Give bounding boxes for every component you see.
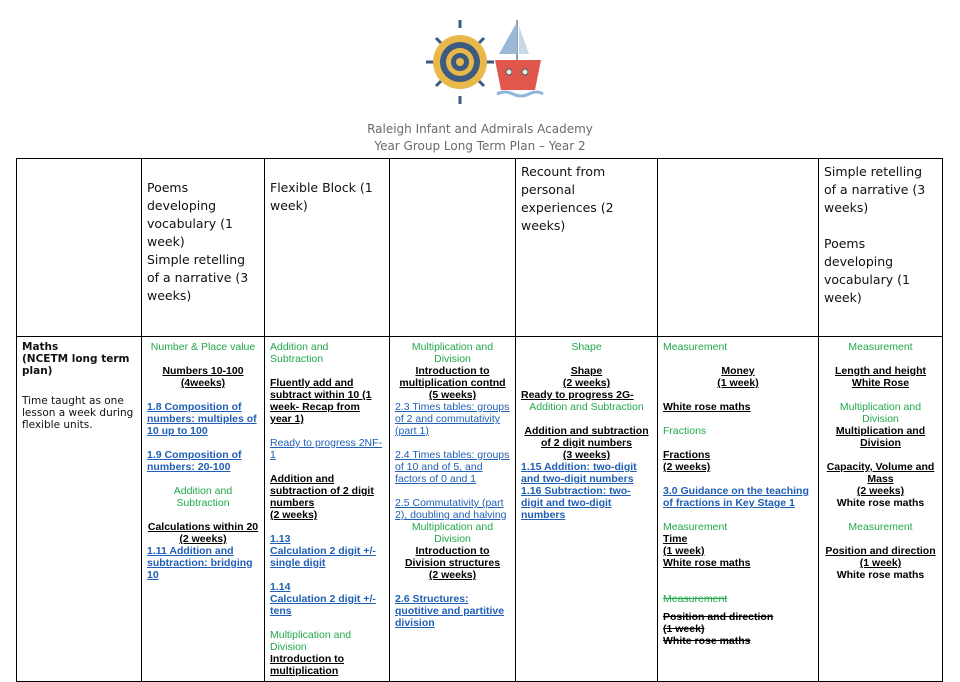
resource-link[interactable]: 2.5 Commutativity (part 2), doubling and halving bbox=[395, 497, 507, 521]
sailboat-icon bbox=[495, 20, 543, 96]
literacy-cell-2 bbox=[142, 159, 265, 337]
unit-duration: (2 weeks) bbox=[856, 485, 905, 497]
unit-title: Introduction to Division structures bbox=[404, 545, 501, 569]
literacy-label-cell bbox=[17, 159, 142, 337]
struck-source: White rose maths bbox=[663, 635, 751, 647]
resource-link[interactable]: 2.4 Times tables: groups of 10 and of 5, and factors of 0 and 1 bbox=[395, 449, 510, 485]
literacy-cell-3 bbox=[265, 159, 390, 337]
struck-duration: (1 week) bbox=[663, 623, 705, 635]
topic-heading: Multiplication and Division bbox=[411, 341, 494, 365]
topic-heading: Measurement bbox=[663, 341, 728, 353]
topic-heading: Addition and Subtraction bbox=[529, 401, 644, 413]
maths-title: Maths bbox=[22, 341, 59, 353]
school-logo bbox=[425, 16, 545, 106]
literacy-cell-4 bbox=[390, 159, 516, 337]
struck-unit: Position and direction bbox=[663, 611, 774, 623]
unit-title: Numbers 10-100 bbox=[162, 365, 244, 377]
topic-heading: Addition and Subtraction bbox=[173, 485, 233, 509]
topic-heading: Fractions bbox=[663, 425, 707, 437]
unit-title: Addition and subtraction of 2 digit numbers bbox=[270, 473, 374, 509]
topic-heading: Shape bbox=[571, 341, 602, 353]
maths-cell-4 bbox=[390, 337, 516, 682]
maths-subtitle: (NCETM long term plan) bbox=[22, 353, 130, 377]
unit-title: Addition and subtraction of 2 digit numbers bbox=[524, 425, 649, 449]
topic-heading: Measurement bbox=[663, 521, 728, 533]
unit-text: Simple retelling of a narrative (3 weeks) bbox=[824, 164, 926, 215]
unit-text: Recount from personal experiences (2 weeks) bbox=[521, 164, 614, 233]
unit-duration: (1 week) bbox=[717, 377, 759, 389]
unit-title: Shape bbox=[570, 365, 603, 377]
unit-text: Poems developing vocabulary (1 week) bbox=[147, 180, 233, 249]
resource-link[interactable]: 1.16 Subtraction: two-digit and two-digit numbers bbox=[521, 485, 631, 521]
unit-source: White Rose bbox=[851, 377, 910, 389]
unit-source: White rose maths bbox=[663, 557, 751, 569]
resource-link[interactable]: 1.11 Addition and subtraction: bridging 10 bbox=[147, 545, 253, 581]
literacy-cell-5 bbox=[516, 159, 658, 337]
unit-source: White rose maths bbox=[836, 569, 925, 581]
long-term-plan-table bbox=[16, 158, 943, 682]
unit-duration: (1 week) bbox=[859, 557, 902, 569]
topic-heading: Multiplication and Division bbox=[270, 629, 352, 653]
unit-title: Position and direction bbox=[825, 545, 936, 557]
resource-link[interactable]: 2.3 Times tables: groups of 2 and commutativity (part 1) bbox=[395, 401, 510, 437]
school-name: Raleigh Infant and Admirals Academy bbox=[367, 122, 593, 136]
maths-note: Time taught as one lesson a week during flexible units. bbox=[22, 395, 134, 431]
topic-heading: Multiplication and Division bbox=[839, 401, 922, 425]
unit-title: White rose maths bbox=[663, 401, 751, 413]
topic-heading: Measurement bbox=[848, 341, 913, 353]
maths-row bbox=[17, 337, 943, 682]
resource-link[interactable]: 1.9 Composition of numbers: 20-100 bbox=[147, 449, 242, 473]
unit-text: Simple retelling of a narrative (3 weeks) bbox=[147, 252, 249, 303]
maths-cell-2 bbox=[142, 337, 265, 682]
resource-link[interactable]: 3.0 Guidance on the teaching of fractions in Key Stage 1 bbox=[663, 485, 809, 509]
unit-duration: (2 weeks) bbox=[270, 509, 318, 521]
resource-link[interactable]: 1.8 Composition of numbers: multiples of 10 up to 100 bbox=[147, 401, 257, 437]
unit-title: Time bbox=[663, 533, 688, 545]
struck-heading: Measurement bbox=[663, 593, 728, 605]
topic-heading: Addition and Subtraction bbox=[270, 341, 329, 365]
ship-wheel-icon bbox=[426, 20, 494, 104]
literacy-cell-7 bbox=[819, 159, 943, 337]
unit-source: White rose maths bbox=[836, 497, 925, 509]
resource-link[interactable]: Calculation 2 digit +/- single digit bbox=[270, 545, 376, 569]
resource-link[interactable]: 1.14 bbox=[270, 581, 291, 593]
resource-link[interactable]: Ready to progress 2NF-1 bbox=[270, 437, 383, 461]
unit-title: Ready to progress 2G- bbox=[521, 389, 634, 401]
maths-cell-5 bbox=[516, 337, 658, 682]
plan-title: Year Group Long Term Plan – Year 2 bbox=[374, 139, 586, 153]
unit-title: Money bbox=[721, 365, 755, 377]
unit-duration: (4weeks) bbox=[180, 377, 226, 389]
unit-text: Poems developing vocabulary (1 week) bbox=[824, 236, 910, 305]
maths-cell-6 bbox=[658, 337, 819, 682]
topic-heading: Multiplication and Division bbox=[411, 521, 494, 545]
unit-text: Flexible Block (1 week) bbox=[270, 180, 373, 213]
literacy-cell-6 bbox=[658, 159, 819, 337]
maths-cell-3 bbox=[265, 337, 390, 682]
unit-title: Capacity, Volume and Mass bbox=[826, 461, 935, 485]
resource-link[interactable]: Calculation 2 digit +/- tens bbox=[270, 593, 376, 617]
literacy-row bbox=[17, 159, 943, 337]
resource-link[interactable]: 1.15 Addition: two-digit and two-digit numbers bbox=[521, 461, 637, 485]
unit-duration: (2 weeks) bbox=[663, 461, 711, 473]
unit-duration: (2 weeks) bbox=[179, 533, 227, 545]
unit-duration: (3 weeks) bbox=[562, 449, 611, 461]
unit-title: Introduction to multiplication bbox=[270, 653, 345, 677]
resource-link[interactable]: 1.13 bbox=[270, 533, 291, 545]
unit-title: Calculations within 20 bbox=[147, 521, 259, 533]
topic-heading: Measurement bbox=[848, 521, 913, 533]
resource-link[interactable]: 2.6 Structures: quotitive and partitive division bbox=[395, 593, 505, 629]
maths-label-cell bbox=[17, 337, 142, 682]
unit-title: Fractions bbox=[663, 449, 711, 461]
maths-cell-7 bbox=[819, 337, 943, 682]
topic-heading: Number & Place value bbox=[150, 341, 256, 353]
unit-title: Introduction to multiplication contnd bbox=[399, 365, 506, 389]
unit-duration: (2 weeks) bbox=[562, 377, 611, 389]
unit-title: Length and height bbox=[835, 365, 926, 377]
unit-duration: (5 weeks) bbox=[428, 389, 477, 401]
unit-title: Fluently add and subtract within 10 (1 week- Recap from year 1) bbox=[270, 377, 372, 425]
unit-duration: (1 week) bbox=[663, 545, 705, 557]
unit-title: Multiplication and Division bbox=[835, 425, 926, 449]
unit-duration: (2 weeks) bbox=[428, 569, 477, 581]
